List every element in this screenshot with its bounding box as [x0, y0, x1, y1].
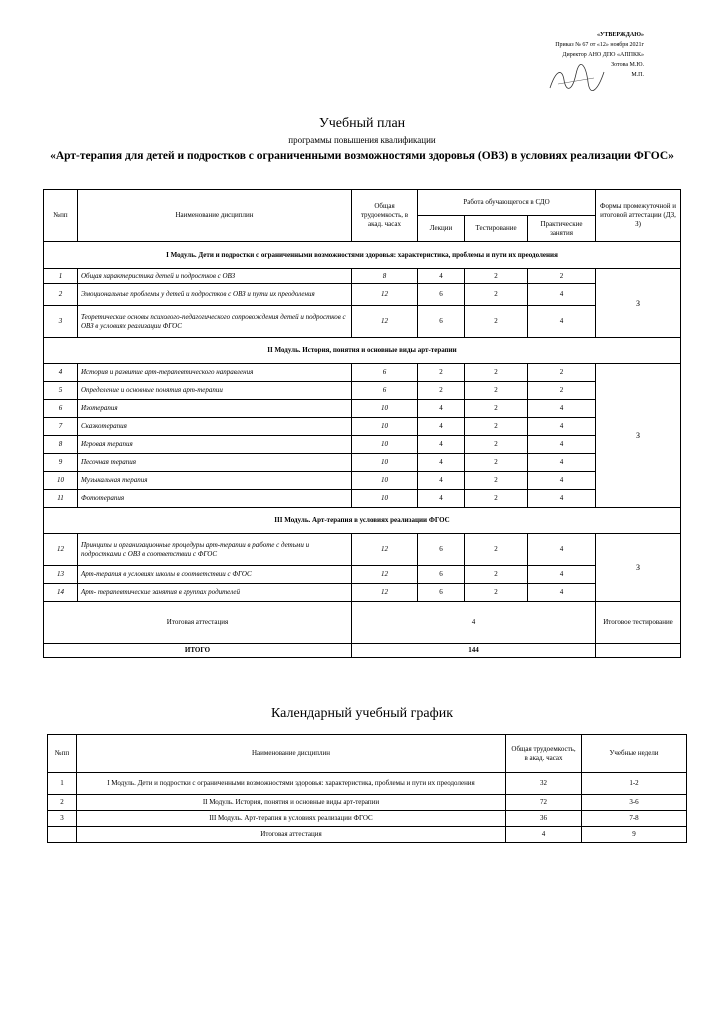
row-practice: 2 — [528, 269, 596, 284]
cal-header-hours: Общая трудоемкость, в акад. часах — [506, 735, 582, 773]
header-testing: Тестирование — [465, 216, 528, 242]
row-practice: 4 — [528, 306, 596, 338]
row-lectures: 4 — [418, 490, 465, 508]
row-hours: 10 — [352, 490, 418, 508]
row-practice: 4 — [528, 400, 596, 418]
row-hours: 12 — [352, 284, 418, 306]
row-num: 7 — [44, 418, 78, 436]
row-num: 5 — [44, 382, 78, 400]
cal-hours: 36 — [506, 811, 582, 827]
row-practice: 4 — [528, 472, 596, 490]
row-practice: 4 — [528, 418, 596, 436]
row-testing: 2 — [465, 400, 528, 418]
row-name: Сказкотерапия — [78, 418, 352, 436]
header-hours: Общая трудоемкость, в акад. часах — [352, 190, 418, 242]
row-name: Теоретические основы психолого-педагогического сопровождения детей и подростков с ОВЗ в условиях реализации ФГОС — [78, 306, 352, 338]
table-row — [44, 566, 681, 584]
row-name: Музыкальная терапия — [78, 472, 352, 490]
approval-order: Приказ № 67 от «12» ноября 2021г — [555, 42, 644, 48]
cal-num: 3 — [48, 811, 77, 827]
table-row — [44, 382, 681, 400]
approval-name: Зотова М.Ю. — [611, 62, 644, 68]
row-name: Арт- терапевтические занятия в группах родителей — [78, 584, 352, 602]
row-lectures: 6 — [418, 534, 465, 566]
row-hours: 10 — [352, 436, 418, 454]
row-name: История и развитие арт-терапевтического направления — [78, 364, 352, 382]
row-name: Определение и основные понятия арт-терапии — [78, 382, 352, 400]
row-num: 2 — [44, 284, 78, 306]
row-hours: 12 — [352, 534, 418, 566]
row-lectures: 6 — [418, 566, 465, 584]
cal-name: II Модуль. История, понятия и основные виды арт-терапии — [77, 795, 506, 811]
table-row — [44, 284, 681, 306]
program-title: «Арт-терапия для детей и подростков с ограниченными возможностями здоровья (ОВЗ) в условиях реализации ФГОС» — [50, 150, 674, 162]
row-testing: 2 — [465, 364, 528, 382]
approval-title: «УТВЕРЖДАЮ» — [596, 32, 644, 38]
cal-name: I Модуль. Дети и подростки с ограниченными возможностями здоровья: характеристика, проблемы и пути их преодоления — [77, 773, 506, 795]
table-row — [44, 436, 681, 454]
row-hours: 6 — [352, 382, 418, 400]
row-num: 9 — [44, 454, 78, 472]
cal-name: Итоговая аттестация — [77, 827, 506, 843]
row-hours: 10 — [352, 400, 418, 418]
row-num: 13 — [44, 566, 78, 584]
row-lectures: 6 — [418, 284, 465, 306]
row-num: 11 — [44, 490, 78, 508]
row-testing: 2 — [465, 436, 528, 454]
row-testing: 2 — [465, 534, 528, 566]
row-testing: 2 — [465, 454, 528, 472]
table-row — [44, 364, 681, 382]
table-row — [44, 306, 681, 338]
module-form: З — [596, 534, 681, 602]
row-num: 4 — [44, 364, 78, 382]
cal-weeks: 1-2 — [582, 773, 687, 795]
cal-header-weeks: Учебные недели — [582, 735, 687, 773]
row-name: Фототерапия — [78, 490, 352, 508]
table-row — [44, 490, 681, 508]
cal-weeks: 3-6 — [582, 795, 687, 811]
plan-subtitle: программы повышения квалификации — [288, 135, 436, 145]
table-row — [48, 773, 687, 795]
table-row — [44, 534, 681, 566]
row-num: 12 — [44, 534, 78, 566]
row-num: 8 — [44, 436, 78, 454]
row-lectures: 6 — [418, 584, 465, 602]
cal-header-name: Наименование дисциплин — [77, 735, 506, 773]
row-practice: 4 — [528, 566, 596, 584]
table-row — [44, 418, 681, 436]
table-row — [44, 584, 681, 602]
cal-weeks: 9 — [582, 827, 687, 843]
row-hours: 6 — [352, 364, 418, 382]
cal-hours: 32 — [506, 773, 582, 795]
row-name: Арт-терапия в условиях школы в соответствии с ФГОС — [78, 566, 352, 584]
row-testing: 2 — [465, 269, 528, 284]
row-name: Эмоциональные проблемы у детей и подростков с ОВЗ и пути их преодоления — [78, 284, 352, 306]
module-title: III Модуль. Арт-терапия в условиях реализации ФГОС — [44, 508, 681, 534]
row-practice: 4 — [528, 490, 596, 508]
row-hours: 10 — [352, 454, 418, 472]
row-testing: 2 — [465, 566, 528, 584]
calendar-title: Календарный учебный график — [271, 706, 453, 721]
row-practice: 2 — [528, 364, 596, 382]
cal-hours: 72 — [506, 795, 582, 811]
cal-name: III Модуль. Арт-терапия в условиях реализации ФГОС — [77, 811, 506, 827]
row-practice: 2 — [528, 382, 596, 400]
table-row — [44, 400, 681, 418]
module-form: З — [596, 269, 681, 338]
header-name: Наименование дисциплин — [78, 190, 352, 242]
row-lectures: 4 — [418, 454, 465, 472]
row-hours: 12 — [352, 306, 418, 338]
module-title: I Модуль. Дети и подростки с ограниченными возможностями здоровья: характеристика, проблемы и пути их преодоления — [44, 242, 681, 269]
row-testing: 2 — [465, 490, 528, 508]
row-lectures: 4 — [418, 269, 465, 284]
row-name: Песочная терапия — [78, 454, 352, 472]
header-work: Работа обучающегося в СДО — [418, 190, 596, 216]
row-testing: 2 — [465, 472, 528, 490]
row-name: Игровая терапия — [78, 436, 352, 454]
signature-icon — [546, 64, 606, 94]
module-title: II Модуль. История, понятия и основные виды арт-терапии — [44, 338, 681, 364]
row-hours: 10 — [352, 472, 418, 490]
calendar-table — [47, 734, 687, 843]
row-num: 6 — [44, 400, 78, 418]
row-testing: 2 — [465, 382, 528, 400]
row-num: 3 — [44, 306, 78, 338]
row-lectures: 6 — [418, 306, 465, 338]
approval-block — [444, 30, 644, 80]
header-forms: Формы промежуточной и итоговой аттестации (ДЗ, З) — [596, 190, 681, 242]
module-form: З — [596, 364, 681, 508]
row-testing: 2 — [465, 418, 528, 436]
final-attestation-hours: 4 — [352, 602, 596, 644]
row-hours: 10 — [352, 418, 418, 436]
table-row — [48, 827, 687, 843]
table-row — [44, 472, 681, 490]
approval-director: Директор АНО ДПО «АППКК» — [562, 52, 644, 58]
row-num: 10 — [44, 472, 78, 490]
table-row — [44, 269, 681, 284]
approval-mp: М.П. — [631, 72, 644, 78]
row-practice: 4 — [528, 436, 596, 454]
row-lectures: 4 — [418, 436, 465, 454]
row-name: Общая характеристика детей и подростков с ОВЗ — [78, 269, 352, 284]
table-row — [48, 795, 687, 811]
total-label: ИТОГО — [44, 644, 352, 658]
row-practice: 4 — [528, 284, 596, 306]
cal-num: 1 — [48, 773, 77, 795]
row-name: Принципы и организационные процедуры арт-терапии в работе с детьми и подростками с ОВЗ в соответствии с ФГОС — [78, 534, 352, 566]
row-practice: 4 — [528, 534, 596, 566]
header-lectures: Лекции — [418, 216, 465, 242]
row-hours: 12 — [352, 566, 418, 584]
final-attestation-label: Итоговая аттестация — [44, 602, 352, 644]
row-lectures: 2 — [418, 382, 465, 400]
row-testing: 2 — [465, 306, 528, 338]
table-row — [48, 811, 687, 827]
row-practice: 4 — [528, 584, 596, 602]
total-hours: 144 — [352, 644, 596, 658]
final-attestation-form: Итоговое тестирование — [596, 602, 681, 644]
total-empty — [596, 644, 681, 658]
row-hours: 8 — [352, 269, 418, 284]
row-lectures: 4 — [418, 418, 465, 436]
row-num: 1 — [44, 269, 78, 284]
cal-num: 2 — [48, 795, 77, 811]
cal-num — [48, 827, 77, 843]
header-practice: Практические занятия — [528, 216, 596, 242]
study-plan-table — [43, 189, 681, 658]
cal-hours: 4 — [506, 827, 582, 843]
row-testing: 2 — [465, 584, 528, 602]
row-lectures: 4 — [418, 400, 465, 418]
row-lectures: 2 — [418, 364, 465, 382]
row-testing: 2 — [465, 284, 528, 306]
row-practice: 4 — [528, 454, 596, 472]
table-row — [44, 454, 681, 472]
row-name: Изотерапия — [78, 400, 352, 418]
header-num: №пп — [44, 190, 78, 242]
plan-title: Учебный план — [318, 116, 406, 131]
row-num: 14 — [44, 584, 78, 602]
row-lectures: 4 — [418, 472, 465, 490]
row-hours: 12 — [352, 584, 418, 602]
cal-header-num: №пп — [48, 735, 77, 773]
cal-weeks: 7-8 — [582, 811, 687, 827]
